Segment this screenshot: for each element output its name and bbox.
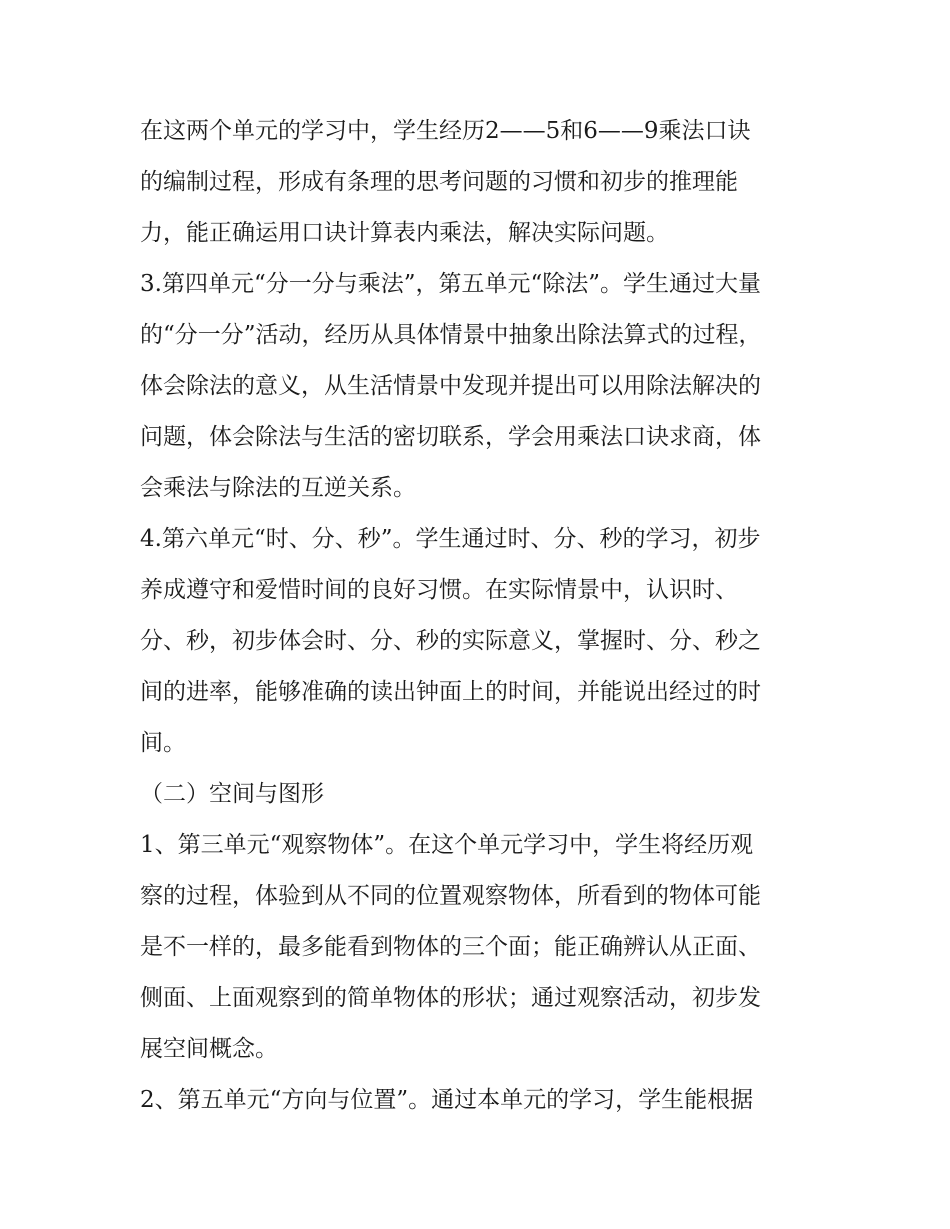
text-line: 体会除法的意义，从生活情景中发现并提出可以用除法解决的 [140,373,761,399]
text-line: 展空间概念。 [140,1036,278,1062]
text-line: 分、秒，初步体会时、分、秒的实际意义，掌握时、分、秒之 [140,628,761,654]
text-line: 会乘法与除法的互逆关系。 [140,475,416,501]
text-line: 养成遵守和爱惜时间的良好习惯。在实际情景中，认识时、 [140,577,738,603]
text-line: 力，能正确运用口诀计算表内乘法，解决实际问题。 [140,220,669,246]
text-line: 4.第六单元“时、分、秒”。学生通过时、分、秒的学习，初步 [140,526,761,552]
text-line: 侧面、上面观察到的简单物体的形状；通过观察活动，初步发 [140,985,761,1011]
text-line: 3.第四单元“分一分与乘法”，第五单元“除法”。学生通过大量 [140,271,761,297]
text-line: 的编制过程，形成有条理的思考问题的习惯和初步的推理能 [140,169,738,195]
text-line: 是不一样的，最多能看到物体的三个面；能正确辨认从正面、 [140,934,761,960]
body-text [140,106,820,1126]
text-line: 1、第三单元“观察物体”。在这个单元学习中，学生将经历观 [140,832,754,858]
text-line: 间的进率，能够准确的读出钟面上的时间，并能说出经过的时 [140,679,761,705]
text-line: 2、第五单元“方向与位置”。通过本单元的学习，学生能根据 [140,1087,754,1113]
text-line: 间。 [140,730,186,756]
text-line: 察的过程，体验到从不同的位置观察物体，所看到的物体可能 [140,883,761,909]
text-line: 的“分一分”活动，经历从具体情景中抽象出除法算式的过程， [140,322,762,348]
section-heading: （二）空间与图形 [140,781,324,807]
text-line: 在这两个单元的学习中，学生经历2——5和6——9乘法口诀 [140,118,751,144]
text-line: 问题，体会除法与生活的密切联系，学会用乘法口诀求商，体 [140,424,761,450]
